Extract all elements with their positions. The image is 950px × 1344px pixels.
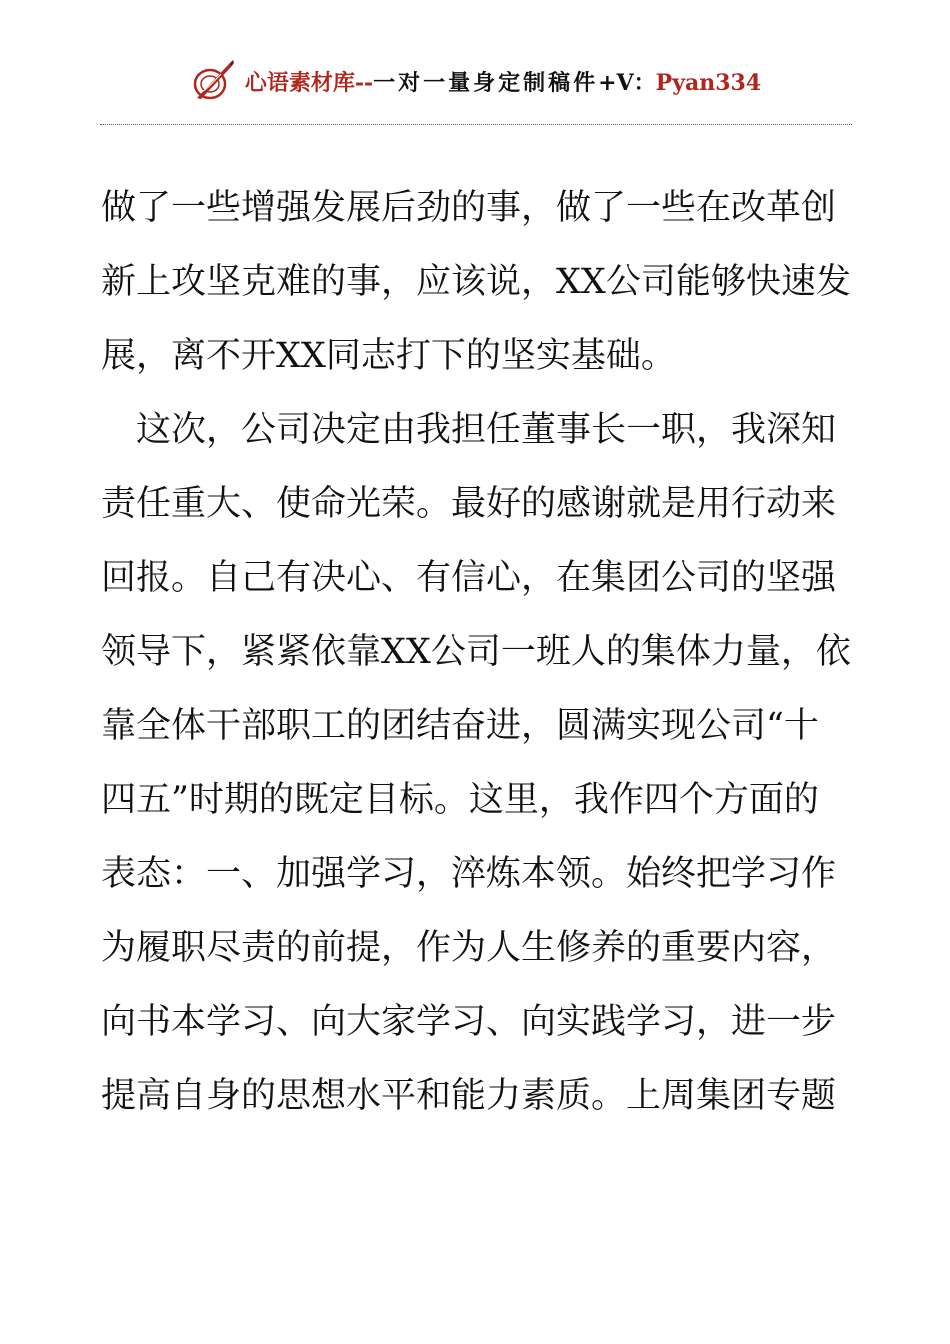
header-divider: [100, 124, 852, 125]
quill-logo-icon: [189, 58, 235, 104]
header-separator: --: [354, 69, 374, 96]
text-line: 回报。自己有决心、有信心，在集团公司的坚强: [101, 558, 837, 598]
brand-name: 心语素材库: [244, 69, 355, 96]
text-line: 表态：一、加强学习，淬炼本领。始终把学习作: [101, 854, 837, 894]
text-line: 向书本学习、向大家学习、向实践学习，进一步: [101, 1002, 837, 1042]
contact-id: Pyan334: [655, 69, 762, 96]
text-line: 这次，公司决定由我担任董事长一职，我深知: [101, 410, 837, 450]
header-text: [245, 66, 761, 97]
text-line: 做了一些增强发展后劲的事，做了一些在改革创: [101, 188, 837, 228]
document-body: [101, 182, 861, 1144]
contact-label: +V：: [598, 69, 656, 96]
text-line: 四五”时期的既定目标。这里，我作四个方面的: [101, 780, 819, 820]
text-line: 靠全体干部职工的团结奋进，圆满实现公司“十: [101, 706, 819, 746]
page-header: [0, 56, 950, 106]
text-line: 为履职尽责的前提，作为人生修养的重要内容，: [101, 928, 837, 968]
text-line: 新上攻坚克难的事，应该说，XX公司能够快速发: [101, 262, 851, 302]
text-line: 展，离不开XX同志打下的坚实基础。: [101, 336, 676, 376]
header-tagline: 一对一量身定制稿件: [373, 69, 599, 96]
text-line: 提高自身的思想水平和能力素质。上周集团专题: [101, 1076, 837, 1116]
text-line: 责任重大、使命光荣。最好的感谢就是用行动来: [101, 484, 837, 524]
text-line: 领导下，紧紧依靠XX公司一班人的集体力量，依: [101, 632, 851, 672]
